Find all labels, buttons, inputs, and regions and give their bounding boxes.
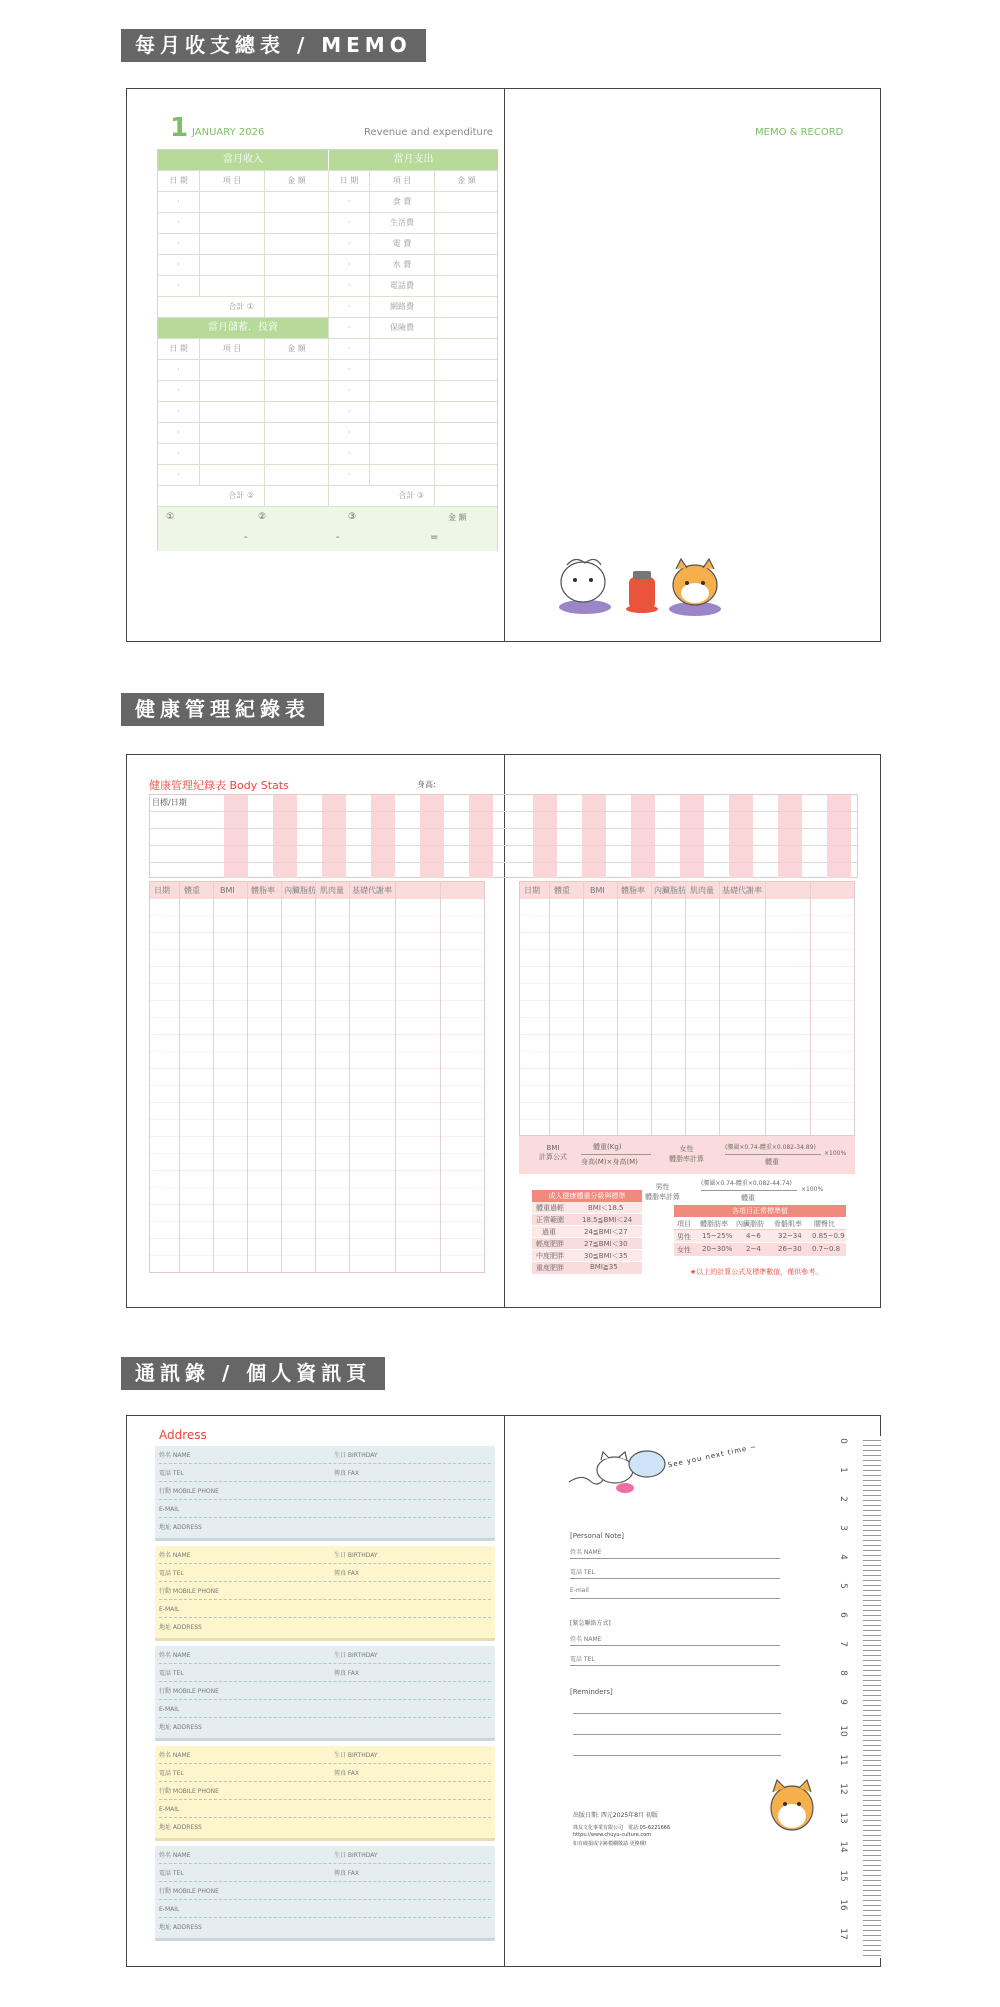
- expense-item: 水 費: [369, 255, 434, 275]
- spread-gutter: [504, 1416, 505, 1966]
- total-3: 合計 ③: [328, 486, 434, 506]
- std-cell: 2~4: [746, 1245, 761, 1253]
- std-col: 骨骼肌率: [774, 1220, 802, 1228]
- ruler-number: 8: [838, 1670, 848, 1676]
- mobile-label: 行動 MOBILE PHONE: [159, 1588, 219, 1595]
- dot: ·: [328, 360, 369, 380]
- website: https://www.chuyu-culture.com: [573, 1832, 652, 1838]
- col-visceral: 內臟脂肪: [284, 886, 316, 895]
- address-card: [155, 1446, 495, 1541]
- name-label: 姓名 NAME: [159, 1452, 191, 1459]
- dot: ·: [328, 297, 369, 317]
- dot: ·: [177, 260, 180, 269]
- tel-label: 電話 TEL: [159, 1770, 184, 1777]
- health-title-en: Body Stats: [229, 779, 289, 792]
- dot: ·: [328, 318, 369, 338]
- height-label: 身高:: [417, 780, 436, 789]
- name-label: 姓名 NAME: [159, 1752, 191, 1759]
- records-table-left: [149, 881, 485, 1273]
- std-cell: 20~30%: [702, 1245, 733, 1253]
- dot: ·: [328, 192, 369, 212]
- ruler-number: 17: [838, 1928, 848, 1940]
- bmi-class: 過重: [542, 1228, 556, 1236]
- bmi-class: 重度肥胖: [536, 1264, 564, 1272]
- birthday-label: 生日 BIRTHDAY: [334, 1452, 378, 1459]
- expense-item: 食 費: [369, 192, 434, 212]
- goal-label: 目標/日期: [152, 798, 187, 807]
- section-title-memo: 每月收支總表 / MEMO: [121, 29, 426, 62]
- section-title-contacts: 通訊錄 / 個人資訊頁: [121, 1357, 385, 1390]
- shiba-illustration: [767, 1776, 817, 1836]
- expense-item: 網路費: [369, 297, 434, 317]
- col-date: 日期: [524, 886, 540, 895]
- email-label: E-MAIL: [159, 1706, 180, 1713]
- address-card: [155, 1746, 495, 1841]
- emergency-title: [緊急聯絡方式]: [570, 1620, 611, 1627]
- fax-label: 傳真 FAX: [334, 1670, 360, 1677]
- col-bodyfat: 體脂率: [251, 886, 275, 895]
- summary-amount: 金 額: [448, 513, 467, 522]
- female-formula-label: 女性 體脂率計算: [669, 1145, 704, 1163]
- std-cell: 15~25%: [702, 1232, 733, 1240]
- bmi-range: 30≦BMI＜35: [584, 1252, 628, 1260]
- mobile-label: 行動 MOBILE PHONE: [159, 1688, 219, 1695]
- col-date: 日 期: [328, 171, 369, 191]
- expense-item: 保險費: [369, 318, 434, 338]
- col-date: 日 期: [169, 344, 188, 353]
- email-label: E-MAIL: [159, 1906, 180, 1913]
- records-header: [520, 882, 854, 899]
- std-col: 腰臀比: [814, 1220, 835, 1228]
- expense-header: 當月支出: [329, 150, 498, 170]
- dot: ·: [328, 255, 369, 275]
- finance-summary: [158, 506, 497, 551]
- ruler-number: 15: [838, 1870, 848, 1882]
- std-cell: 女性: [677, 1246, 691, 1254]
- month-year: JANUARY 2026: [192, 127, 265, 138]
- birthday-label: 生日 BIRTHDAY: [334, 1752, 378, 1759]
- thanks-note: 如有破損或字跡模糊敬請 更換哦!: [573, 1841, 647, 1847]
- expense-item: 生活費: [369, 213, 434, 233]
- col-bmi: BMI: [220, 886, 235, 895]
- bmi-range: BMI＜18.5: [588, 1204, 624, 1212]
- dot: ·: [328, 423, 369, 443]
- col-date: 日期: [154, 886, 170, 895]
- ruler-number: 2: [838, 1496, 848, 1502]
- dot: ·: [328, 465, 369, 485]
- col-date: 日 期: [169, 176, 188, 185]
- col-amount: 金 額: [264, 339, 328, 359]
- mascots-illustration: [545, 547, 725, 627]
- ruler-number: 14: [838, 1841, 848, 1853]
- address-card: [155, 1846, 495, 1941]
- col-visceral: 內臟脂肪: [654, 886, 686, 895]
- col-amount: 金 額: [434, 171, 498, 191]
- goal-grid: [149, 794, 858, 878]
- emergency-name-line: [570, 1634, 780, 1646]
- ruler-number: 5: [838, 1583, 848, 1589]
- summary-equals: =: [430, 532, 439, 543]
- address-label: 地址 ADDRESS: [159, 1924, 202, 1931]
- dot: ·: [328, 276, 369, 296]
- records-header: [150, 882, 484, 899]
- mobile-label: 行動 MOBILE PHONE: [159, 1888, 219, 1895]
- bmi-class: 體重過輕: [536, 1204, 564, 1212]
- health-title-cn: 健康管理紀錄表: [149, 779, 226, 792]
- dot: ·: [177, 281, 180, 290]
- personal-name-line: [570, 1547, 780, 1559]
- formula-box: [519, 1136, 855, 1174]
- summary-minus: -: [336, 532, 340, 543]
- personal-name-label: 姓名 NAME: [570, 1549, 602, 1556]
- doodle-text: See you next time ~: [667, 1442, 758, 1470]
- mobile-label: 行動 MOBILE PHONE: [159, 1788, 219, 1795]
- col-weight: 體重: [184, 886, 200, 895]
- dot: ·: [328, 213, 369, 233]
- emergency-tel-label: 電話 TEL: [570, 1656, 595, 1663]
- name-label: 姓名 NAME: [159, 1652, 191, 1659]
- ruler-number: 12: [838, 1783, 848, 1795]
- address-label: 地址 ADDRESS: [159, 1824, 202, 1831]
- tel-label: 電話 TEL: [159, 1670, 184, 1677]
- total-2: 合計 ②: [228, 491, 254, 500]
- male-formula-label: 男性 體脂率計算: [645, 1183, 680, 1201]
- col-amount: 金 額: [264, 171, 328, 191]
- ruler-number: 9: [838, 1699, 848, 1705]
- spread-gutter: [504, 89, 505, 641]
- dot: ·: [328, 402, 369, 422]
- std-cell: 0.85~0.9: [812, 1232, 845, 1240]
- bmi-formula-label: BMI 計算公式: [539, 1144, 567, 1161]
- ruler: [835, 1436, 881, 1958]
- female-formula: (腰圍×0.74-體重×0.082-34.89): [725, 1144, 816, 1151]
- ruler-number: 10: [838, 1725, 848, 1737]
- address-label: 地址 ADDRESS: [159, 1624, 202, 1631]
- std-cell: 0.7~0.8: [812, 1245, 841, 1253]
- publisher: 珠友文化事業有限公司 電話:05-6221666: [573, 1825, 671, 1831]
- bmi-class: 正常範圍: [536, 1216, 564, 1224]
- ruler-number: 1: [838, 1467, 848, 1473]
- address-title: Address: [159, 1428, 207, 1442]
- bmi-numerator: 體重(Kg): [593, 1143, 622, 1151]
- birthday-label: 生日 BIRTHDAY: [334, 1652, 378, 1659]
- emergency-name-label: 姓名 NAME: [570, 1636, 602, 1643]
- birthday-label: 生日 BIRTHDAY: [334, 1852, 378, 1859]
- income-header: 當月收入: [158, 150, 328, 170]
- std-cell: 32~34: [778, 1232, 802, 1240]
- health-title: [149, 777, 289, 793]
- summary-1: ①: [166, 512, 175, 522]
- name-label: 姓名 NAME: [159, 1552, 191, 1559]
- finance-spread: [126, 88, 881, 642]
- male-percent: ×100%: [801, 1186, 824, 1193]
- std-col: 項目: [677, 1220, 691, 1228]
- health-note: ★以上的計算公式及標準數值，僅供參考。: [690, 1268, 823, 1276]
- ruler-number: 4: [838, 1554, 848, 1560]
- expense-item: 電話費: [369, 276, 434, 296]
- memo-record-title: MEMO & RECORD: [755, 127, 844, 138]
- ruler-number: 13: [838, 1812, 848, 1824]
- col-muscle: 肌肉量: [320, 886, 344, 895]
- col-item: 項 目: [199, 171, 264, 191]
- records-table-right: [519, 881, 855, 1136]
- finance-subtitle: Revenue and expenditure: [364, 127, 493, 138]
- col-weight: 體重: [554, 886, 570, 895]
- ruler-number: 6: [838, 1612, 848, 1618]
- fax-label: 傳真 FAX: [334, 1570, 360, 1577]
- bmi-class-table: [532, 1190, 642, 1274]
- female-percent: ×100%: [824, 1150, 847, 1157]
- dot: ·: [328, 444, 369, 464]
- email-label: E-MAIL: [159, 1606, 180, 1613]
- contacts-spread: [126, 1415, 881, 1967]
- mobile-label: 行動 MOBILE PHONE: [159, 1488, 219, 1495]
- std-col: 體脂肪率: [700, 1220, 728, 1228]
- reminders-title: [Reminders]: [570, 1688, 613, 1696]
- bmi-class: 輕度肥胖: [536, 1240, 564, 1248]
- dot: ·: [177, 386, 180, 395]
- email-label: E-MAIL: [159, 1806, 180, 1813]
- col-bmi: BMI: [590, 886, 605, 895]
- dot: ·: [328, 234, 369, 254]
- savings-header: 當月儲蓄．投資: [158, 318, 328, 338]
- dot: ·: [177, 197, 180, 206]
- name-label: 姓名 NAME: [159, 1852, 191, 1859]
- std-cell: 26~30: [778, 1245, 802, 1253]
- reminder-line: [573, 1755, 781, 1756]
- ruler-number: 16: [838, 1899, 848, 1911]
- personal-email-label: E-mail: [570, 1587, 589, 1594]
- ruler-number: 0: [838, 1438, 848, 1444]
- email-label: E-MAIL: [159, 1506, 180, 1513]
- dot: ·: [177, 428, 180, 437]
- dot: ·: [177, 239, 180, 248]
- standards-table: [674, 1205, 846, 1256]
- address-label: 地址 ADDRESS: [159, 1724, 202, 1731]
- personal-tel-line: [570, 1567, 780, 1579]
- std-cell: 4~6: [746, 1232, 761, 1240]
- bmi-class: 中度肥胖: [536, 1252, 564, 1260]
- sleeping-cat-illustration: [567, 1436, 667, 1496]
- col-bodyfat: 體脂率: [621, 886, 645, 895]
- male-formula-box: [645, 1176, 855, 1206]
- tel-label: 電話 TEL: [159, 1470, 184, 1477]
- finance-table: [157, 149, 498, 551]
- ruler-number: 3: [838, 1525, 848, 1531]
- personal-tel-label: 電話 TEL: [570, 1569, 595, 1576]
- dot: ·: [177, 218, 180, 227]
- reminder-line: [573, 1734, 781, 1735]
- bmi-range: BMI≧35: [590, 1263, 618, 1271]
- emergency-tel-line: [570, 1654, 780, 1666]
- bmi-denominator: 身高(M)×身高(M): [581, 1158, 638, 1166]
- std-table-title: 各項目正常標準值: [674, 1205, 846, 1217]
- col-muscle: 肌肉量: [690, 886, 714, 895]
- bmi-range: 27≦BMI＜30: [584, 1240, 628, 1248]
- col-bmr: 基礎代謝率: [722, 886, 762, 895]
- ruler-number: 7: [838, 1641, 848, 1647]
- std-col: 內臟脂肪: [736, 1220, 764, 1228]
- month-number: 1: [170, 113, 189, 143]
- col-bmr: 基礎代謝率: [352, 886, 392, 895]
- personal-email-line: [570, 1587, 780, 1599]
- bmi-range: 18.5≦BMI＜24: [582, 1216, 633, 1224]
- dot: ·: [177, 470, 180, 479]
- std-cell: 男性: [677, 1233, 691, 1241]
- fax-label: 傳真 FAX: [334, 1770, 360, 1777]
- dot: ·: [177, 365, 180, 374]
- expense-item: 電 費: [369, 234, 434, 254]
- tel-label: 電話 TEL: [159, 1570, 184, 1577]
- reminder-line: [573, 1713, 781, 1714]
- total-1: 合計 ①: [228, 302, 254, 311]
- birthday-label: 生日 BIRTHDAY: [334, 1552, 378, 1559]
- male-formula: (腰圍×0.74-體重×0.082-44.74): [701, 1180, 792, 1187]
- dot: ·: [328, 339, 369, 359]
- section-title-health: 健康管理紀錄表: [121, 693, 324, 726]
- dot: ·: [177, 407, 180, 416]
- bmi-range: 24≦BMI＜27: [584, 1228, 628, 1236]
- weight-word: 體重: [765, 1158, 779, 1166]
- bmi-table-title: 成人健康體重分級與標準: [532, 1190, 642, 1202]
- fax-label: 傳真 FAX: [334, 1470, 360, 1477]
- ruler-number: 11: [838, 1754, 848, 1766]
- dot: ·: [328, 381, 369, 401]
- col-item: 項 目: [369, 171, 434, 191]
- dot: ·: [177, 449, 180, 458]
- weight-word: 體重: [741, 1194, 755, 1202]
- health-spread: [126, 754, 881, 1308]
- fax-label: 傳真 FAX: [334, 1870, 360, 1877]
- summary-2: ②: [258, 512, 267, 522]
- tel-label: 電話 TEL: [159, 1870, 184, 1877]
- address-card: [155, 1546, 495, 1641]
- col-item: 項 目: [199, 339, 264, 359]
- summary-minus: -: [244, 532, 248, 543]
- summary-3: ③: [348, 512, 357, 522]
- pub-date: 出版日期: 西元2025年8月 初版: [573, 1812, 658, 1819]
- personal-note-title: [Personal Note]: [570, 1532, 625, 1540]
- address-card: [155, 1646, 495, 1741]
- address-label: 地址 ADDRESS: [159, 1524, 202, 1531]
